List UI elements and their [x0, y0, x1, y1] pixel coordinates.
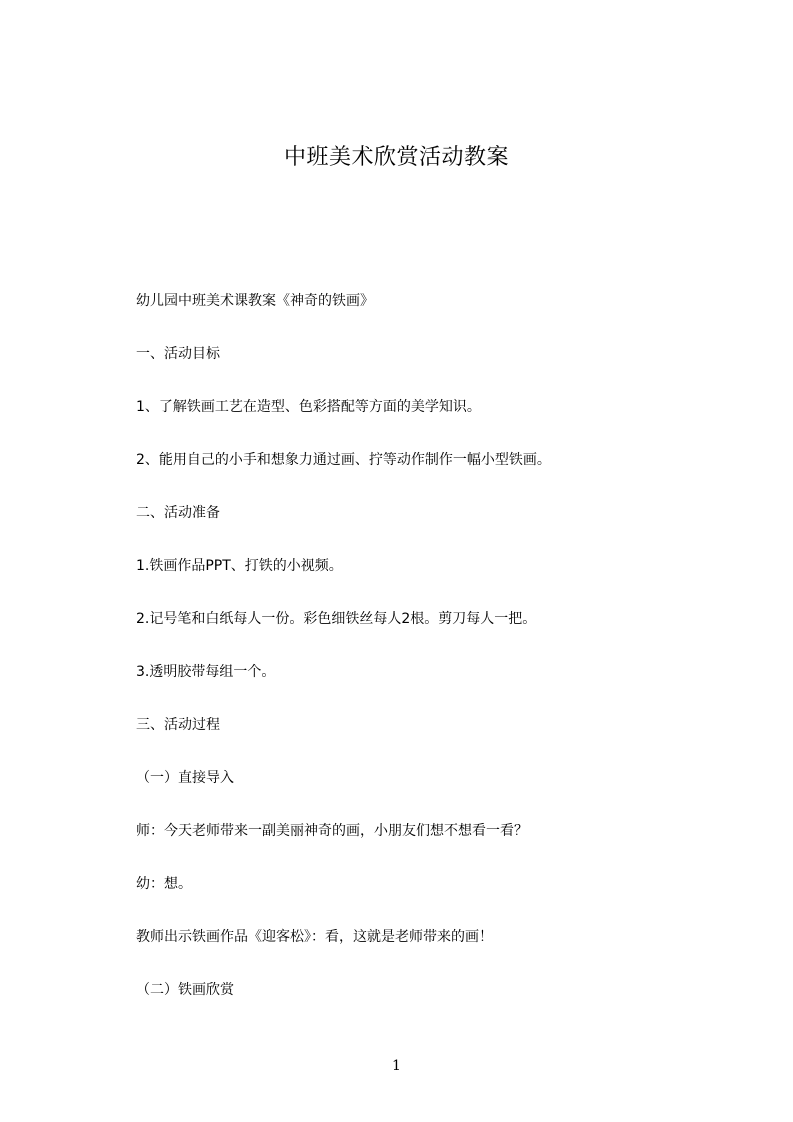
paragraph-child-line: 幼：想。 [136, 876, 192, 892]
paragraph-goal-2: 2、能用自己的小手和想象力通过画、拧等动作制作一幅小型铁画。 [136, 452, 551, 468]
heading-activity-goals: 一、活动目标 [136, 346, 220, 362]
heading-activity-preparation: 二、活动准备 [136, 505, 220, 521]
subheading-iron-painting-appreciation: （二）铁画欣赏 [136, 982, 234, 998]
paragraph-teacher-shows: 教师出示铁画作品《迎客松》：看，这就是老师带来的画！ [136, 929, 493, 945]
paragraph-goal-1: 1、了解铁画工艺在造型、色彩搭配等方面的美学知识。 [136, 399, 481, 415]
page-number: 1 [392, 1058, 401, 1074]
heading-activity-process: 三、活动过程 [136, 717, 220, 733]
paragraph-preparation-1: 1.铁画作品PPT、打铁的小视频。 [136, 558, 343, 574]
subheading-direct-intro: （一）直接导入 [136, 770, 234, 786]
paragraph-preparation-2: 2.记号笔和白纸每人一份。彩色细铁丝每人2根。剪刀每人一把。 [136, 611, 537, 627]
paragraph-teacher-line: 师：今天老师带来一副美丽神奇的画，小朋友们想不想看一看？ [136, 823, 528, 839]
paragraph-lesson-name: 幼儿园中班美术课教案《神奇的铁画》 [136, 293, 374, 309]
paragraph-preparation-3: 3.透明胶带每组一个。 [136, 664, 276, 680]
document-title: 中班美术欣赏活动教案 [283, 145, 509, 170]
